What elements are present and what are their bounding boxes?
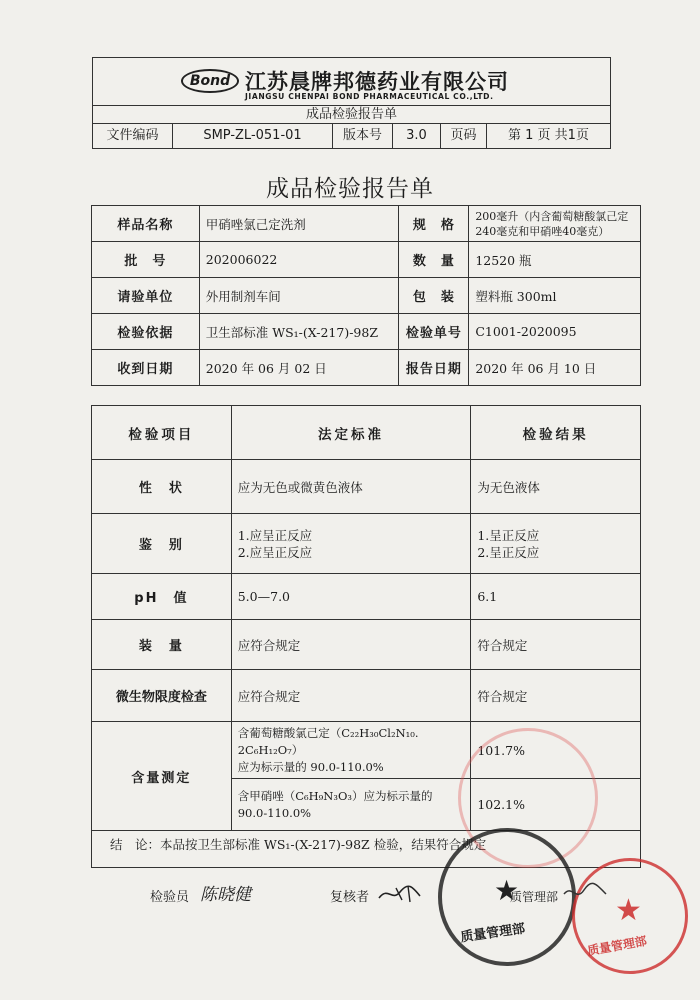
product-value: 甲硝唑氯己定洗剂: [199, 206, 399, 242]
company-name-en: JIANGSU CHENPAI BOND PHARMACEUTICAL CO.,LTD.: [245, 92, 494, 101]
info-row: [92, 242, 641, 278]
star-icon: ★: [615, 893, 642, 928]
standard-line: 1.应呈正反应: [237, 527, 313, 543]
test-item: 装 量: [92, 620, 232, 670]
qty-label: 数 量: [399, 242, 469, 278]
test-result: 符合规定: [471, 670, 641, 722]
test-standard: [231, 722, 471, 779]
basis-value: 卫生部标准 WS₁-(X-217)-98Z: [199, 314, 399, 350]
test-standard: 应符合规定: [231, 620, 471, 670]
report-date-label: 报告日期: [399, 350, 469, 386]
table-row: [92, 460, 641, 514]
test-item: pH 值: [92, 574, 232, 620]
batch-label: 批 号: [92, 242, 200, 278]
test-result: 为无色液体: [471, 460, 641, 514]
test-standard: [231, 779, 471, 831]
package-label: 包 装: [399, 278, 469, 314]
spec-label: 规 格: [399, 206, 469, 242]
test-standard: 5.0—7.0: [231, 574, 471, 620]
test-item: 微生物限度检查: [92, 670, 232, 722]
standard-line: 90.0-110.0%: [237, 805, 312, 820]
table-header-row: [92, 406, 641, 460]
stamp-text: 质量管理部: [586, 933, 648, 959]
qa-label: 质管理部: [510, 890, 559, 904]
page-label: 页码: [441, 124, 487, 149]
conclusion-text: 结 论：本品按卫生部标准 WS₁-(X-217)-98Z 检验，结果符合规定: [91, 824, 641, 868]
standard-line: 含甲硝唑（C₆H₉N₃O₃）应为标示量的: [237, 788, 433, 803]
version-value: 3.0: [393, 124, 441, 149]
received-label: 收到日期: [92, 350, 200, 386]
document-header: [92, 57, 611, 149]
test-standard: 应符合规定: [231, 670, 471, 722]
quality-dept-stamp-red: [572, 858, 688, 974]
doc-code-value: SMP-ZL-051-01: [173, 124, 333, 149]
company-banner: [93, 58, 610, 105]
batch-value: 202006022: [199, 242, 399, 278]
info-row: [92, 278, 641, 314]
package-value: 塑料瓶 300ml: [469, 278, 641, 314]
qty-value: 12520 瓶: [469, 242, 641, 278]
test-standard: 应为无色或微黄色液体: [231, 460, 471, 514]
inspector-label: 检验员: [150, 890, 190, 905]
table-row: [92, 620, 641, 670]
test-result: 符合规定: [471, 620, 641, 670]
received-value: 2020 年 06 月 02 日: [199, 350, 399, 386]
company-name-cn: 江苏晨牌邦德药业有限公司: [245, 70, 509, 94]
reviewer-signature: [376, 880, 426, 906]
page-value: 第 1 页 共1页: [508, 128, 589, 143]
test-result: 6.1: [471, 574, 641, 620]
doc-code-label: 文件编码: [93, 124, 173, 149]
test-standard: [231, 514, 471, 574]
info-row: [92, 350, 641, 386]
info-row: [92, 314, 641, 350]
test-result: 101.7%: [471, 722, 641, 779]
info-row: [92, 206, 641, 242]
inspector-signature: 陈晓健: [200, 885, 251, 905]
form-title: 成品检验报告单: [93, 105, 610, 124]
standard-line: 应为标示量的 90.0-110.0%: [237, 759, 384, 774]
test-item: 鉴 别: [92, 514, 232, 574]
result-line: 1.呈正反应: [477, 527, 540, 543]
test-result: [471, 514, 641, 574]
requester-value: 外用制剂车间: [199, 278, 399, 314]
version-label: 版本号: [333, 124, 393, 149]
company-logo: Bond: [181, 69, 239, 93]
table-row: [92, 574, 641, 620]
report-no-value: C1001-2020095: [469, 314, 641, 350]
stamp-text: 质量管理部: [459, 921, 527, 946]
product-label: 样品名称: [92, 206, 200, 242]
table-row: [92, 670, 641, 722]
col-standard-header: 法定标准: [231, 406, 471, 460]
reviewer-label: 复核者: [330, 890, 370, 905]
spec-value: 200毫升（内含葡萄糖酸氯己定240毫克和甲硝唑40毫克）: [469, 206, 641, 242]
sample-info-table: [91, 205, 641, 386]
test-item: 含量测定: [92, 722, 232, 831]
standard-line: 含葡萄糖酸氯己定（C₂₂H₃₀Cl₂N₁₀. 2C₆H₁₂O₇）: [237, 725, 419, 757]
col-item-header: 检验项目: [92, 406, 232, 460]
col-result-header: 检验结果: [471, 406, 641, 460]
standard-line: 2.应呈正反应: [237, 544, 313, 560]
report-no-label: 检验单号: [399, 314, 469, 350]
requester-label: 请验单位: [92, 278, 200, 314]
qa-signature: [562, 880, 610, 904]
test-result: 102.1%: [471, 779, 641, 831]
report-date-value: 2020 年 06 月 10 日: [469, 350, 641, 386]
report-title: 成品检验报告单: [266, 176, 434, 202]
document-meta-row: [93, 124, 610, 149]
table-row: [92, 514, 641, 574]
test-item: 性 状: [92, 460, 232, 514]
star-icon: ★: [494, 874, 520, 907]
result-line: 2.呈正反应: [477, 544, 540, 560]
basis-label: 检验依据: [92, 314, 200, 350]
